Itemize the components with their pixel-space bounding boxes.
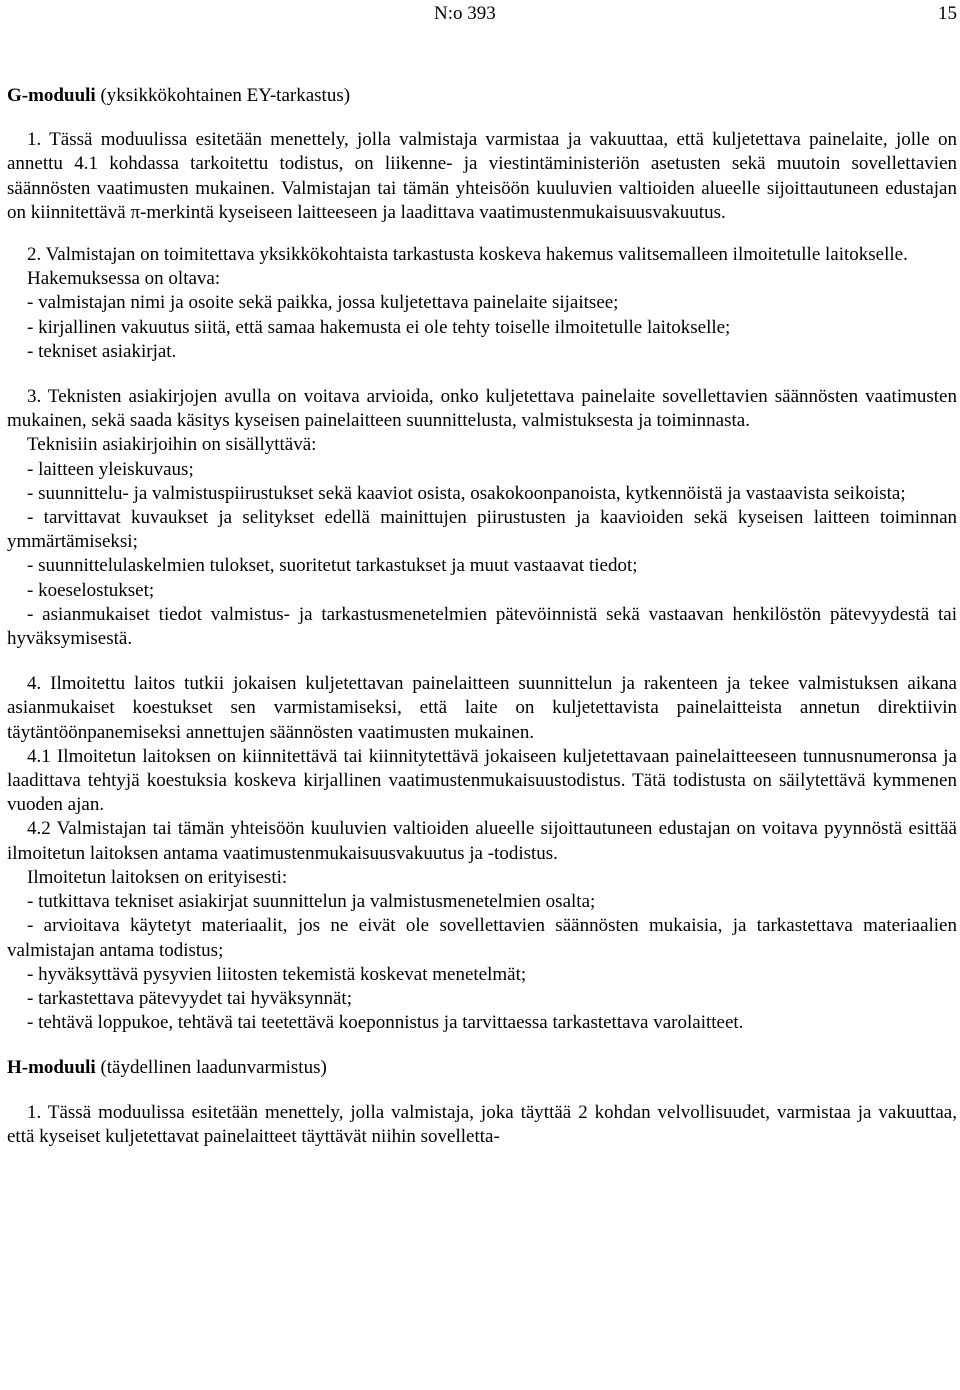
document-body — [7, 84, 957, 1149]
g-paragraph-2: 2. Valmistajan on toimitettava yksikkökohtaista tarkastusta koskeva hakemus valitsemalleen ilmoitetulle laitokselle. — [27, 244, 908, 266]
page-header — [0, 2, 960, 26]
list-item: - kirjallinen vakuutus siitä, että samaa hakemusta ei ole tehty toiselle ilmoitetulle laitokselle; — [27, 316, 731, 338]
g-module-heading — [7, 84, 957, 108]
list-item: - tutkittava tekniset asiakirjat suunnittelun ja valmistusmenetelmien osalta; — [27, 891, 596, 913]
g-paragraph-4-2: 4.2 Valmistajan tai tämän yhteisöön kuuluvien valtioiden alueelle sijoittautuneen edustajan on voitava pyynnöstä esittää ilmoitetun laitoksen antama vaatimustenmukaisuusvakuutus ja -todistus. — [7, 818, 957, 864]
g-paragraph-3-intro: Teknisiin asiakirjoihin on sisällyttävä: — [27, 434, 317, 456]
list-item: - laitteen yleiskuvaus; — [27, 458, 194, 480]
g-paragraph-1: 1. Tässä moduulissa esitetään menettely, jolla valmistaja varmistaa ja vakuuttaa, että kuljetettava painelaite, jolle on annettu 4.1 kohdassa tarkoitettu todistus, on liikenne- ja viestintäministeriön asetusten sekä muutoin sovellettavien säännösten vaatimusten mukainen. Valmistajan tai tämän yhteisöön kuuluvien valtioiden alueelle sijoittautuneen edustajan on kiinnitettävä π-merkintä kyseiseen laitteeseen ja laadittava vaatimustenmukaisuusvakuutus. — [7, 129, 957, 223]
list-item: - suunnittelu- ja valmistuspiirustukset sekä kaaviot osista, osakokoonpanoista, kytkennöistä ja vastaavista seikoista; — [27, 482, 906, 504]
g-paragraph-2-intro: Hakemuksessa on oltava: — [27, 268, 221, 290]
g-paragraph-4-2-intro: Ilmoitetun laitoksen on erityisesti: — [27, 866, 288, 888]
list-item: - asianmukaiset tiedot valmistus- ja tarkastusmenetelmien pätevöinnistä sekä vastaavan henkilöstön pätevyydestä tai hyväksymisestä. — [7, 603, 957, 650]
list-item: - tarvittavat kuvaukset ja selitykset edellä mainittujen piirustusten ja kaavioiden sekä kyseisen laitteen toiminnan ymmärtämiseksi; — [7, 507, 957, 553]
h-paragraph-1: 1. Tässä moduulissa esitetään menettely, jolla valmistaja, joka täyttää 2 kohdan velvollisuudet, varmistaa ja vakuuttaa, että kyseiset kuljetettavat painelaitteet täyttävät niihin sovelletta- — [7, 1101, 957, 1147]
list-item: - arvioitava käytetyt materiaalit, jos ne eivät ole sovellettavien säännösten mukaisia, ja tarkastettava materiaalien valmistajan antama todistus; — [7, 915, 957, 961]
h-module-subtitle: (täydellinen laadunvarmistus) — [95, 1057, 327, 1079]
issue-number: N:o 393 — [434, 3, 496, 24]
list-item: - tehtävä loppukoe, tehtävä tai teetettävä koeponnistus ja tarvittaessa tarkastettava varolaitteet. — [27, 1012, 744, 1034]
spacer — [7, 225, 957, 243]
g-paragraph-4: 4. Ilmoitettu laitos tutkii jokaisen kuljetettavan painelaitteen suunnittelun ja rakenteen ja tekee valmistuksen aikana asianmukaiset koestukset sen varmistamiseksi, että laite on kuljetettavista painelaitteista annetun direktiivin täytäntöönpanemiseksi annettujen säännösten vaatimusten mukainen. — [7, 673, 957, 743]
h-module-title: H-moduuli — [7, 1057, 96, 1079]
list-item: - tekniset asiakirjat. — [27, 340, 177, 362]
list-item: - valmistajan nimi ja osoite sekä paikka, jossa kuljetettava painelaite sijaitsee; — [27, 292, 619, 314]
g-module-subtitle: (yksikkökohtainen EY-tarkastus) — [95, 85, 351, 106]
g-module-title: G-moduuli — [7, 85, 96, 106]
page-number: 15 — [938, 3, 957, 24]
list-item: - suunnittelulaskelmien tulokset, suoritetut tarkastukset ja muut vastaavat tiedot; — [27, 555, 638, 577]
h-module-heading — [7, 1056, 957, 1080]
list-item: - koeselostukset; — [27, 579, 155, 601]
g-paragraph-3: 3. Teknisten asiakirjojen avulla on voitava arvioida, onko kuljetettava painelaite sovellettavien säännösten vaatimusten mukainen, sekä saada käsitys kyseisen painelaitteen suunnittelusta, valmistuksesta ja toiminnasta. — [7, 386, 957, 432]
list-item: - tarkastettava pätevyydet tai hyväksynnät; — [27, 987, 352, 1009]
list-item: - hyväksyttävä pysyvien liitosten tekemistä koskevat menetelmät; — [27, 963, 527, 985]
g-paragraph-4-1: 4.1 Ilmoitetun laitoksen on kiinnitettävä tai kiinnitytettävä jokaiseen kuljetettavaan painelaitteeseen tunnusnumeronsa ja laadittava tehtyjä koestuksia koskeva kirjallinen vaatimustenmukaisuustodistus. Tätä todistusta on säilytettävä kymmenen vuoden ajan. — [7, 745, 957, 816]
